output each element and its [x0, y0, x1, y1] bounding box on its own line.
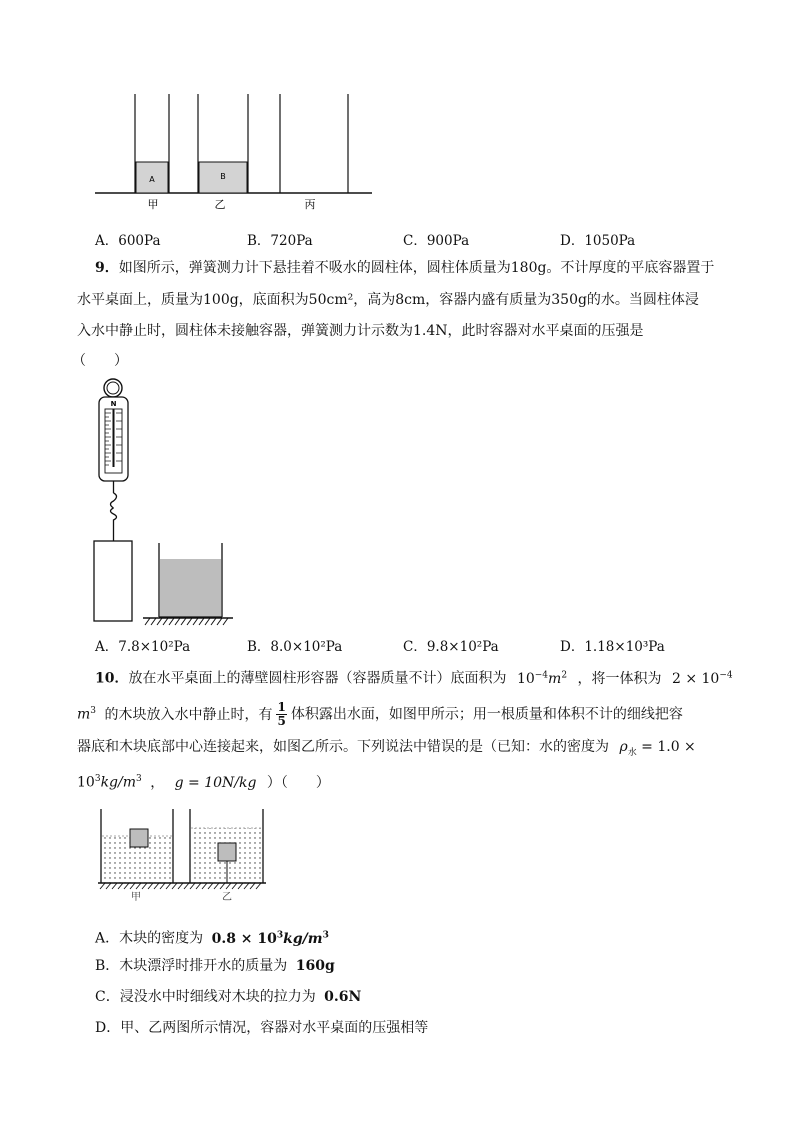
q10-option-c[interactable]: C．浸没水中时细线对木块的拉力为 0.6N [95, 989, 362, 1005]
q9-line-3: 入水中静止时，圆柱体未接触容器，弹簧测力计示数为1.4N，此时容器对水平桌面的压强是 [77, 323, 644, 339]
q10-number: 10． [95, 670, 129, 687]
q8-option-d[interactable]: D．1050Pa [560, 233, 636, 249]
spring-hook-lower [111, 508, 117, 544]
q10-line-2: $m^3$ 的木块放入水中静止时，有 $\frac{1}{5}$ 体积露出水面，如图甲所示；用一根质量和体积不计的细线把容 [77, 700, 683, 729]
q10-option-d[interactable]: D．甲、乙两图所示情况，容器对水平桌面的压强相等 [95, 1020, 429, 1036]
q9-option-c[interactable]: C．9.8×10²Pa [403, 639, 499, 655]
q8-figure [90, 90, 380, 215]
wood-block-jia [130, 829, 148, 847]
q10-option-a[interactable]: A．木块的密度为 $0.8 \times 10^3kg/m^3$ [95, 930, 329, 947]
label-a: A [149, 175, 155, 184]
q10-line-1: 10．放在水平桌面上的薄壁圆柱形容器（容器质量不计）底面积为 $10^{-4}m^2$ ，将一体积为 $2 \times 10^{-4}$ [95, 670, 733, 687]
label-bing: 丙 [304, 198, 316, 211]
q8-option-b[interactable]: B．720Pa [247, 233, 313, 249]
spring-hook-upper [111, 493, 117, 508]
water [160, 559, 221, 617]
fraction-one-fifth: $\frac{1}{5}$ [277, 700, 286, 729]
q9-option-a[interactable]: A．7.8×10²Pa [95, 639, 191, 655]
q9-answer-bracket: （ ） [72, 353, 128, 369]
fig-label-jia: 甲 [131, 892, 141, 903]
label-b: B [220, 172, 226, 181]
q9-line-2: 水平桌面上，质量为100g，底面积为50cm²，高为8cm，容器内盛有质量为350g的水。当圆柱体浸 [77, 292, 699, 308]
q9-option-d[interactable]: D．1.18×10³Pa [560, 639, 665, 655]
q8-option-c[interactable]: C．900Pa [403, 233, 470, 249]
q9-figure [88, 375, 238, 630]
q10-option-b[interactable]: B．木块漂浮时排开水的质量为 160g [95, 958, 335, 974]
q10-figure [98, 806, 268, 906]
cylinder-block [94, 541, 132, 621]
q10-line-4: $10^3kg/m^3$ ， g = 10N/kg ）（ ） [77, 774, 330, 791]
q9-number: 9． [95, 260, 119, 276]
wood-block-yi [218, 843, 236, 861]
q9-option-b[interactable]: B．8.0×10²Pa [247, 639, 343, 655]
q10-line-3: 器底和木块底部中心连接起来，如图乙所示。下列说法中错误的是（已知：水的密度为 $\rho_水 = 1.0$ × [77, 739, 696, 758]
fig-label-yi: 乙 [222, 892, 232, 903]
spring-scale-unit: N [110, 400, 117, 408]
label-jia: 甲 [147, 198, 159, 211]
label-yi: 乙 [214, 198, 226, 211]
q8-option-a[interactable]: A．600Pa [95, 233, 161, 249]
q9-line-1: 9．如图所示，弹簧测力计下悬挂着不吸水的圆柱体，圆柱体质量为180g。不计厚度的平底容器置于 [95, 260, 715, 276]
